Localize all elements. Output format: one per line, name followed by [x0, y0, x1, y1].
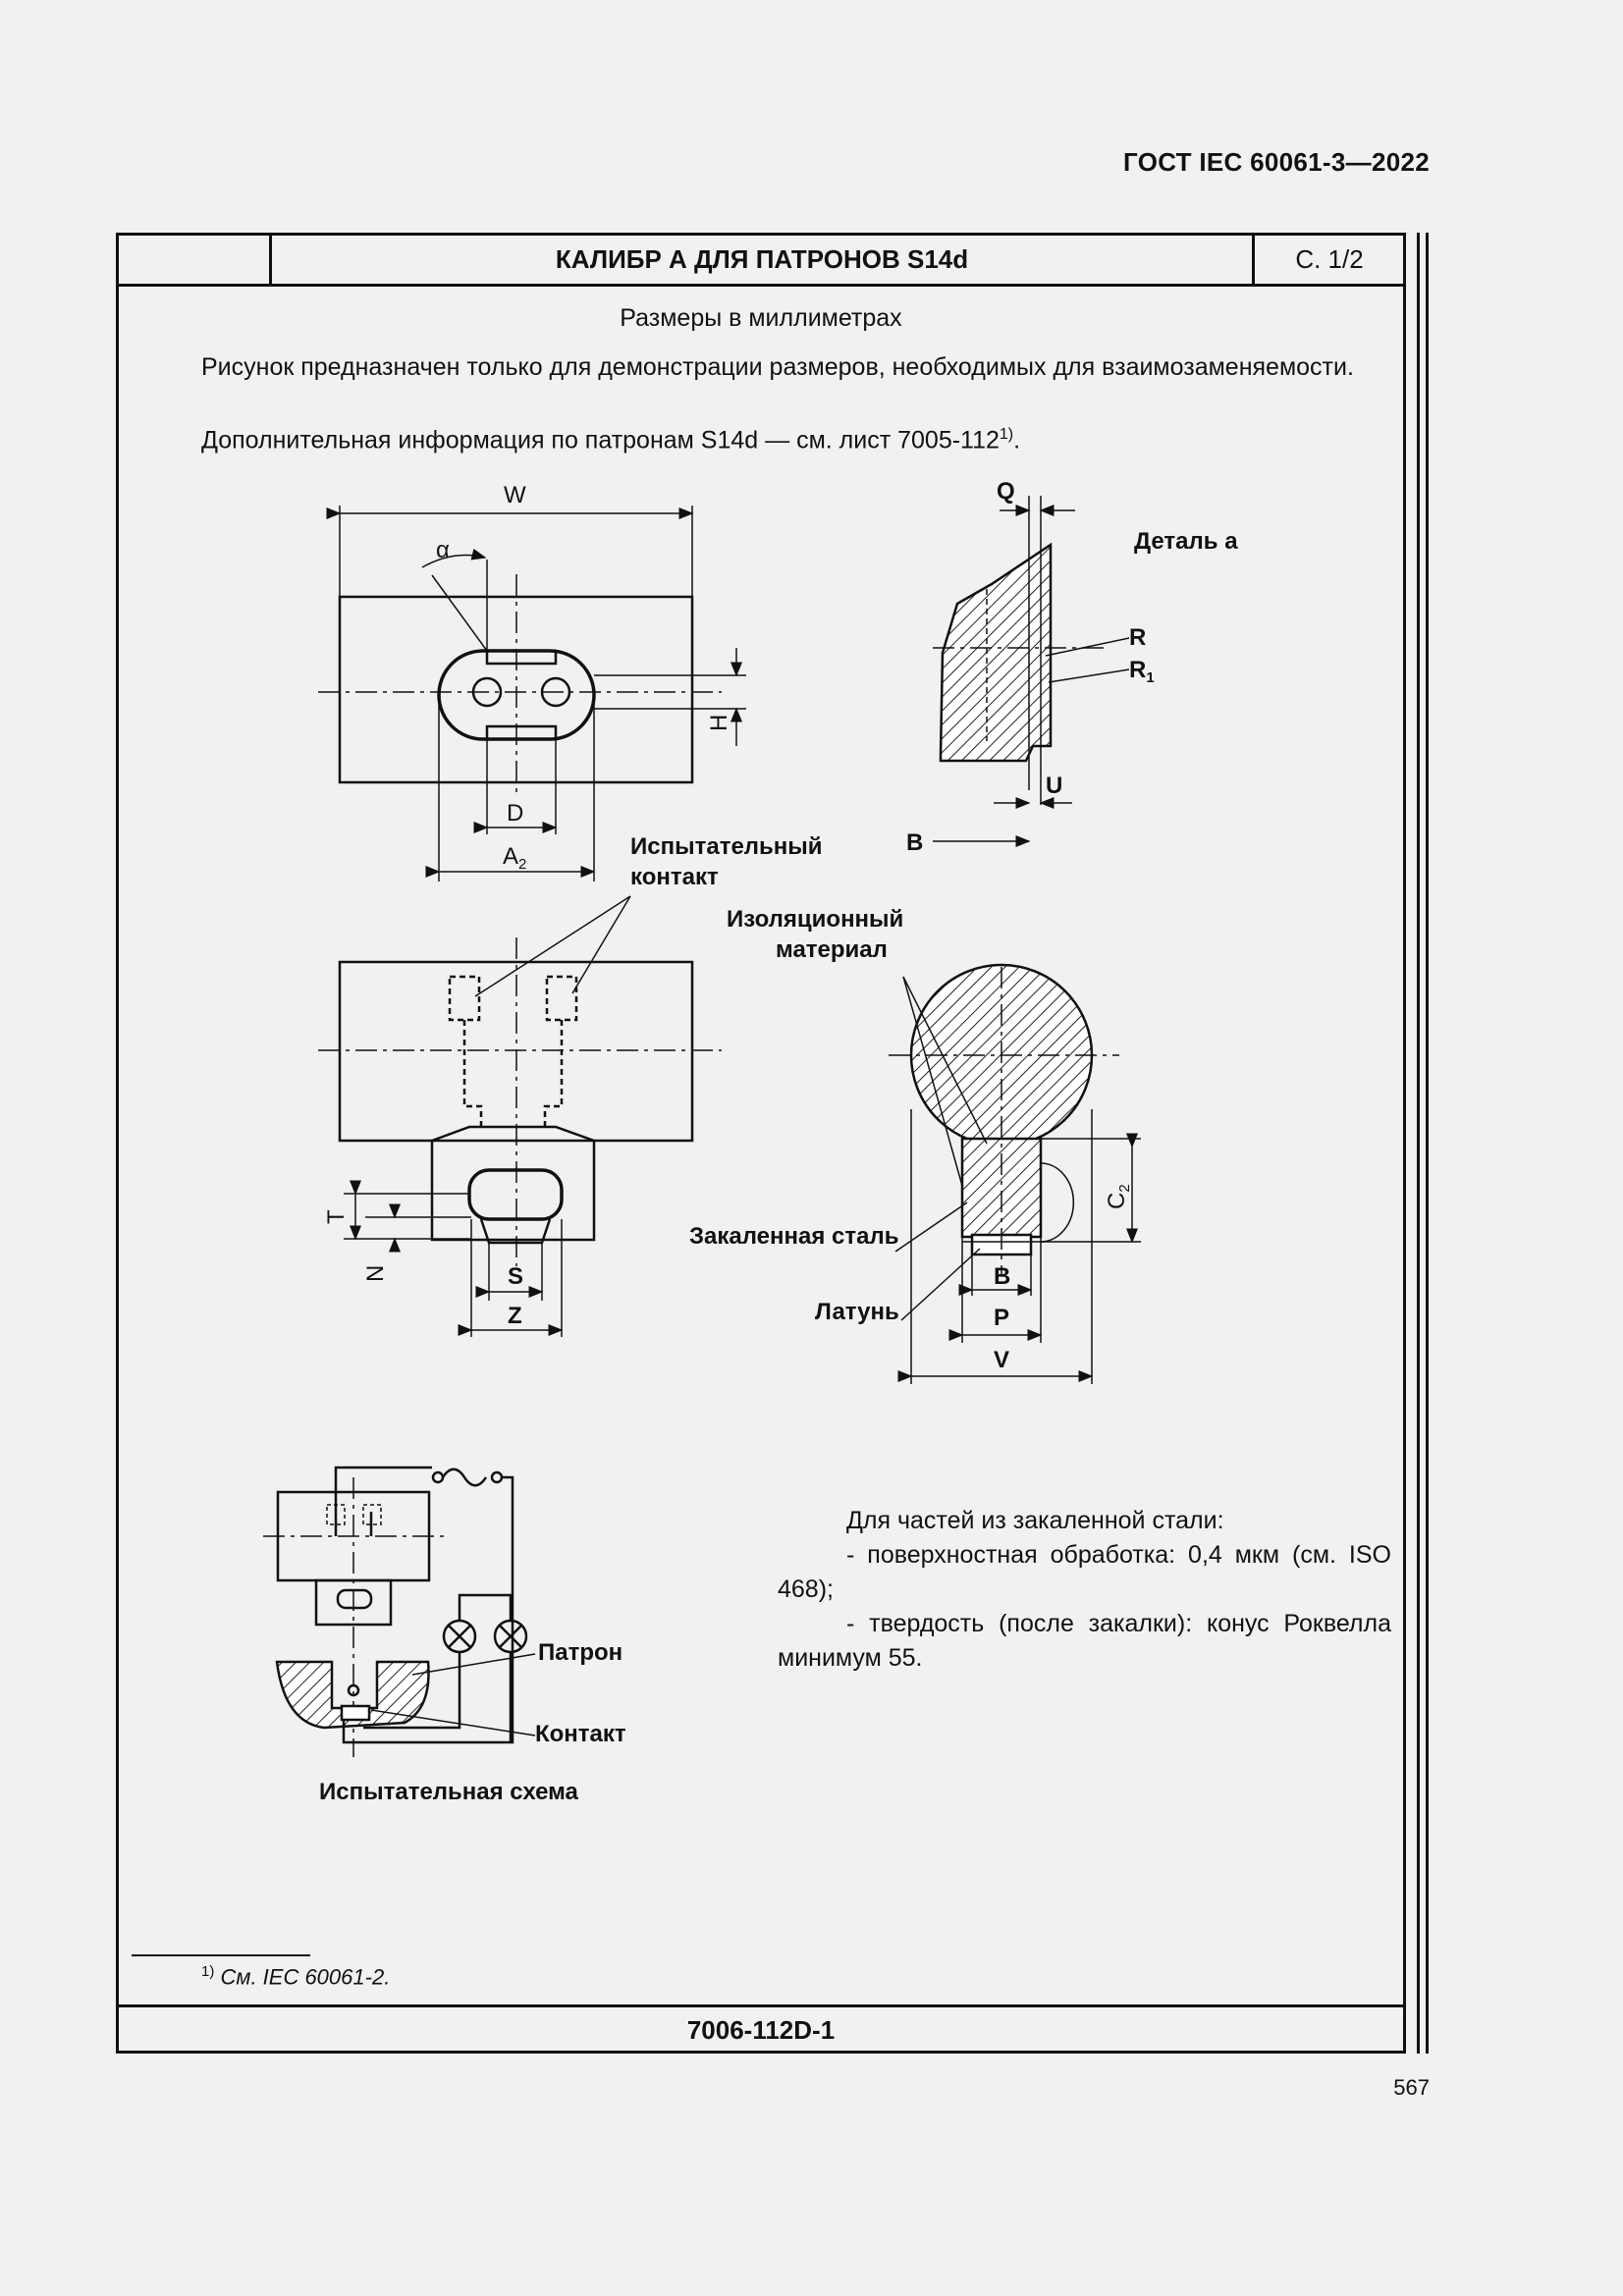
label-u: U: [1046, 773, 1063, 799]
intro-paragraph: Рисунок предназначен только для демонстрации размеров, необходимых для взаимозаменяемости.: [201, 353, 1354, 381]
footer-divider: [116, 2004, 1406, 2007]
label-r1: $R_1$: [1129, 657, 1155, 686]
label-p: P: [994, 1305, 1010, 1331]
label-w: W: [504, 482, 526, 508]
label-a2: $A_2$: [503, 843, 527, 873]
footnote-rule: [132, 1954, 310, 1956]
reference-end: .: [1013, 426, 1021, 454]
label-q: Q: [997, 478, 1015, 505]
page-number: 567: [1393, 2075, 1430, 2100]
notes-block: [778, 1504, 1391, 1676]
label-h: H: [706, 714, 732, 731]
label-t: T: [323, 1209, 350, 1224]
reference-text: Дополнительная информация по патронам S14d — см. лист 7005-112: [201, 426, 1000, 454]
label-insulating-1: Изоляционный: [727, 906, 904, 933]
note-line-1: Для частей из закаленной стали:: [846, 1507, 1224, 1534]
label-v: V: [994, 1347, 1010, 1373]
sheet-code: 7006-112D-1: [686, 2015, 836, 2045]
label-insulating-2: материал: [776, 936, 888, 963]
sheet-title: КАЛИБР А ДЛЯ ПАТРОНОВ S14d: [555, 244, 969, 274]
standard-header: ГОСТ IEC 60061-3—2022: [1123, 147, 1430, 177]
label-z: Z: [508, 1303, 522, 1329]
label-test-contact-1: Испытательный: [630, 833, 823, 860]
note-line-2: - поверхностная обработка: 0,4 мкм (см. ISO 468);: [778, 1541, 1391, 1603]
label-contact: Контакт: [535, 1721, 626, 1747]
label-b-detail: B: [906, 829, 924, 856]
label-d: D: [507, 800, 524, 827]
top-view: [318, 506, 746, 881]
label-hardened-steel: Закаленная сталь: [689, 1223, 899, 1250]
label-test-circuit: Испытательная схема: [319, 1779, 578, 1805]
label-r: R: [1129, 624, 1147, 651]
sheet-page-label: С. 1/2: [1295, 244, 1364, 274]
label-n: N: [362, 1264, 389, 1282]
footnote-mark: 1): [201, 1963, 215, 1980]
footnote-text: См. IEC 60061-2.: [220, 1964, 391, 1990]
reference-footnote-mark: 1): [999, 426, 1014, 443]
label-cartridge: Патрон: [538, 1639, 623, 1666]
label-detail-a: Деталь a: [1134, 528, 1238, 555]
dimensions-note: Размеры в миллиметрах: [620, 304, 902, 332]
test-circuit-view: [263, 1468, 535, 1757]
label-test-contact-2: контакт: [630, 864, 719, 890]
detail-a-view: [933, 496, 1129, 841]
label-c2: $C_2$: [1104, 1184, 1133, 1209]
side-view: [889, 965, 1141, 1384]
label-s: S: [508, 1263, 524, 1290]
note-line-3: - твердость (после закалки): конус Роквелла минимум 55.: [778, 1610, 1391, 1672]
label-b: B: [994, 1263, 1011, 1290]
label-alpha: α: [436, 537, 450, 563]
footnote: [201, 1963, 390, 1990]
label-brass: Латунь: [815, 1299, 899, 1325]
